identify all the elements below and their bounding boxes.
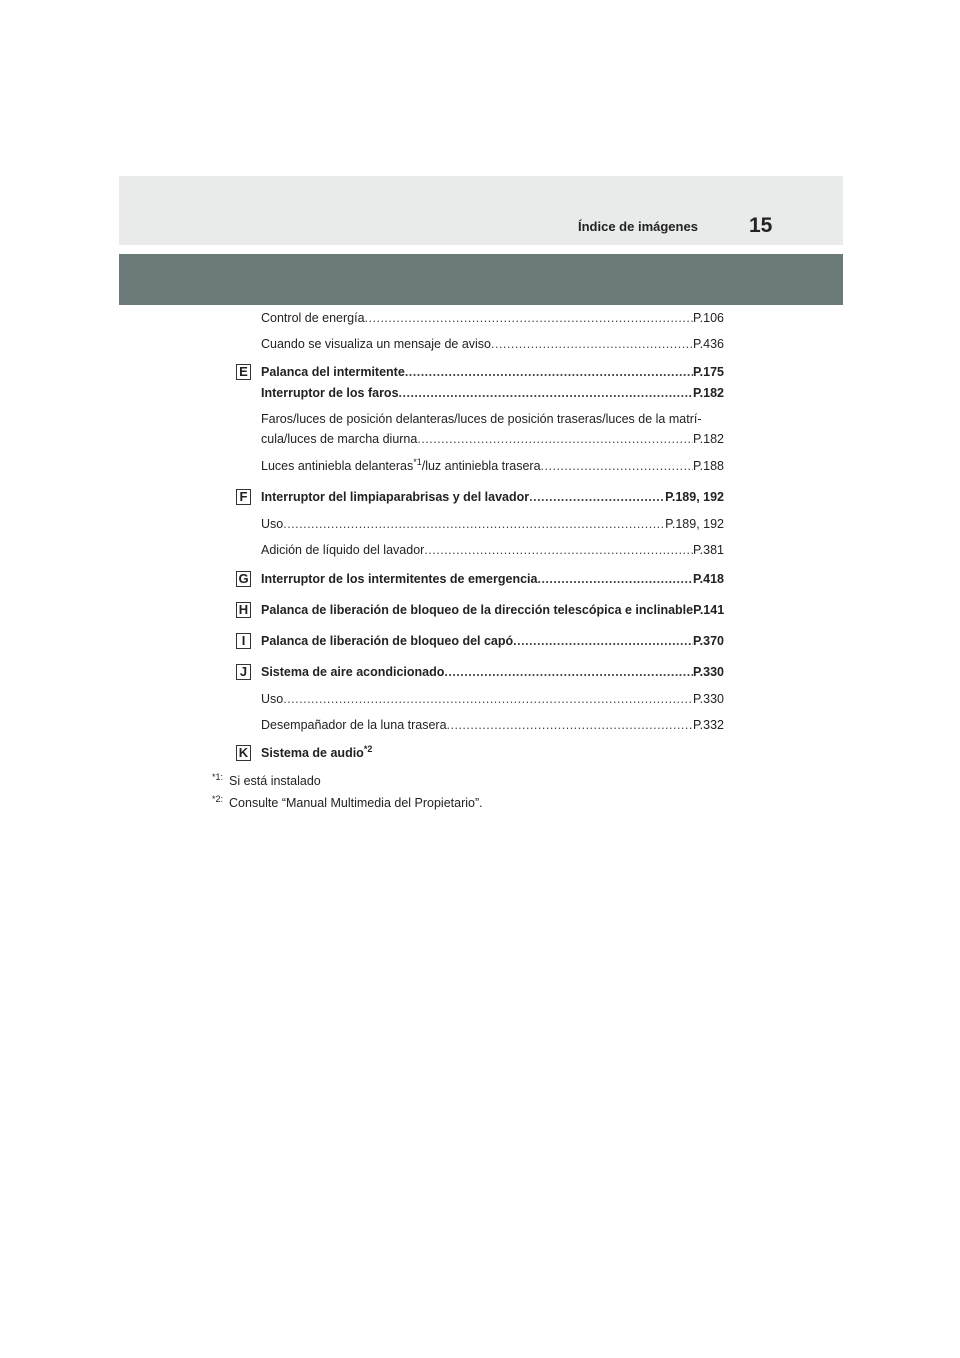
index-entry-desempanador: Desempañador de la luna trasera ..... P.332 <box>261 718 724 733</box>
index-entry-mensaje-aviso: Cuando se visualiza un mensaje de aviso ..... P.436 <box>261 337 724 352</box>
footnote-ref: *1 <box>413 457 422 467</box>
header-band <box>119 176 843 245</box>
marker-i: I <box>236 633 251 649</box>
page-ref: P.370 <box>692 634 724 648</box>
page-ref: P.141 <box>693 603 725 617</box>
page-number: 15 <box>749 214 773 237</box>
index-entry-luces-antiniebla: Luces antiniebla delanteras$^{*1}$/luz antiniebla trasera ..... P.188 <box>261 459 724 474</box>
page-ref: P.332 <box>692 718 724 732</box>
index-entry-faros-line2: cula/luces de marcha diurna ..... P.182 <box>261 432 724 447</box>
page-ref: P.106 <box>692 311 724 325</box>
marker-j: J <box>236 664 251 680</box>
index-entry-intermitentes-emergencia: Interruptor de los intermitentes de emergencia ..... P.418 <box>261 572 724 587</box>
header-dark-band <box>119 254 843 305</box>
index-entry-control-energia: Control de energía ..... P.106 <box>261 311 724 326</box>
index-entry-uso: Uso ..... P.189, 192 <box>261 517 724 532</box>
index-entry-sistema-audio: Sistema de audio$^{*2}$ <box>261 744 373 760</box>
page-ref: P.182 <box>692 386 724 400</box>
marker-e: E <box>236 364 251 380</box>
footnote-1: $^{*1:}$ Si está instalado <box>212 772 321 788</box>
section-title: Índice de imágenes <box>578 219 698 234</box>
index-entry-uso-aire: Uso ..... P.330 <box>261 692 724 707</box>
index-entry-direccion-telescopica: Palanca de liberación de bloqueo de la dirección telescópica e inclinable P.141 <box>261 603 725 617</box>
page-ref: P.381 <box>692 543 724 557</box>
page-ref: P.330 <box>692 692 724 706</box>
index-entry-capo: Palanca de liberación de bloqueo del capó ..... P.370 <box>261 634 724 649</box>
index-entry-faros-line1: Faros/luces de posición delanteras/luces de posición traseras/luces de la matrí- <box>261 412 702 426</box>
marker-f: F <box>236 489 251 505</box>
footnote-2: $^{*2:}$ Consulte “Manual Multimedia del Propietario”. <box>212 794 483 810</box>
index-entry-aire-acondicionado: Sistema de aire acondicionado ..... P.330 <box>261 665 724 680</box>
page-ref: P.418 <box>692 572 724 586</box>
page-ref: P.182 <box>692 432 724 446</box>
page-ref: P.175 <box>692 365 724 379</box>
page-ref: P.188 <box>692 459 724 473</box>
marker-g: G <box>236 571 251 587</box>
index-entry-liquido-lavador: Adición de líquido del lavador ..... P.381 <box>261 543 724 558</box>
index-entry-palanca-intermitente: Palanca del intermitente ..... P.175 <box>261 365 724 380</box>
page-ref: P.189, 192 <box>665 490 724 504</box>
marker-h: H <box>236 602 251 618</box>
page-ref: P.189, 192 <box>665 517 724 531</box>
footnote-ref: *2 <box>363 744 373 754</box>
marker-k: K <box>236 745 251 761</box>
page-ref: P.436 <box>692 337 724 351</box>
index-entry-interruptor-faros: Interruptor de los faros ..... P.182 <box>261 386 724 401</box>
index-entry-limpiaparabrisas: Interruptor del limpiaparabrisas y del lavador ..... P.189, 192 <box>261 490 724 505</box>
page-ref: P.330 <box>692 665 724 679</box>
